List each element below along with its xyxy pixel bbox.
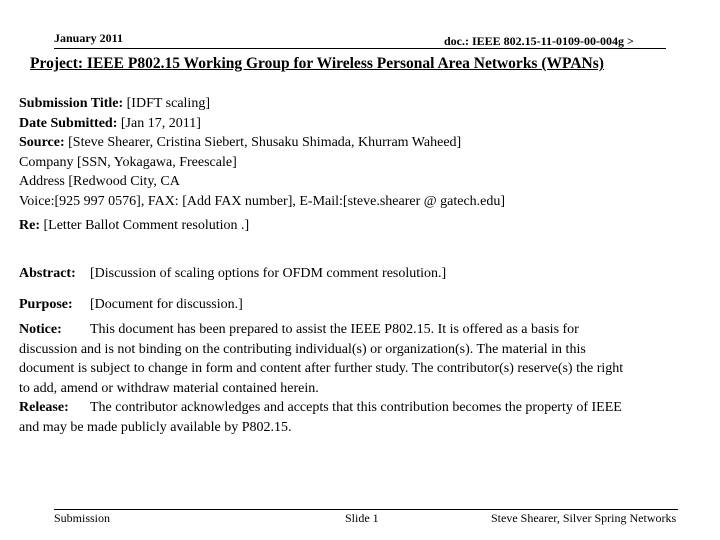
header-rule <box>54 48 666 49</box>
re-line <box>19 216 249 236</box>
abstract-value: [Discussion of scaling options for OFDM comment resolution.] <box>90 266 447 281</box>
notice-line-1: This document has been prepared to assist the IEEE P802.15. It is offered as a basis for <box>90 322 579 337</box>
date-submitted-label: Date Submitted: <box>19 115 118 131</box>
date-submitted-line <box>19 114 201 134</box>
purpose-label: Purpose: <box>19 297 73 312</box>
submission-title-line <box>19 94 210 114</box>
voice-line: Voice:[925 997 0576], FAX: [Add FAX number], E-Mail:[steve.shearer @ gatech.edu] <box>19 193 506 209</box>
submission-title-label: Submission Title: <box>19 96 124 111</box>
purpose-value: [Document for discussion.] <box>90 297 243 312</box>
re-label: Re: <box>19 218 40 233</box>
release-line-1: The contributor acknowledges and accepts that this contribution becomes the property of IEEE <box>90 400 622 415</box>
release-label: Release: <box>19 400 69 415</box>
notice-line-3: document is subject to change in form and content after further study. The contributor(s) reserve(s) the right <box>19 361 624 376</box>
company-line: Company [SSN, Yokagawa, Freescale] <box>19 154 237 170</box>
source-label: Source: <box>19 135 65 150</box>
footer-author: Steve Shearer, Silver Spring Networks <box>491 511 677 525</box>
re-value: [Letter Ballot Comment resolution .] <box>40 218 250 233</box>
footer-submission: Submission <box>54 511 111 525</box>
footer-slide-number: Slide 1 <box>345 511 379 525</box>
notice-line-4: to add, amend or withdraw material contained herein. <box>19 380 319 396</box>
header-date: January 2011 <box>54 31 124 45</box>
address-line: Address [Redwood City, CA <box>19 174 180 189</box>
submission-title-value: [IDFT scaling] <box>123 96 210 111</box>
date-submitted-value: [Jan 17, 2011] <box>117 115 201 131</box>
source-line <box>19 133 461 153</box>
footer-rule <box>54 509 678 510</box>
notice-line-2: discussion and is not binding on the contributing individual(s) or organization(s). The material in this <box>19 341 586 357</box>
header-doc-id: doc.: IEEE 802.15-11-0109-00-004g > <box>444 34 634 48</box>
release-line-2: and may be made publicly available by P802.15. <box>19 419 292 435</box>
source-value: [Steve Shearer, Cristina Siebert, Shusaku Shimada, Khurram Waheed] <box>64 135 462 150</box>
notice-label: Notice: <box>19 322 62 337</box>
abstract-label: Abstract: <box>19 266 76 281</box>
project-title: Project: IEEE P802.15 Working Group for Wireless Personal Area Networks (WPANs) <box>30 55 604 72</box>
